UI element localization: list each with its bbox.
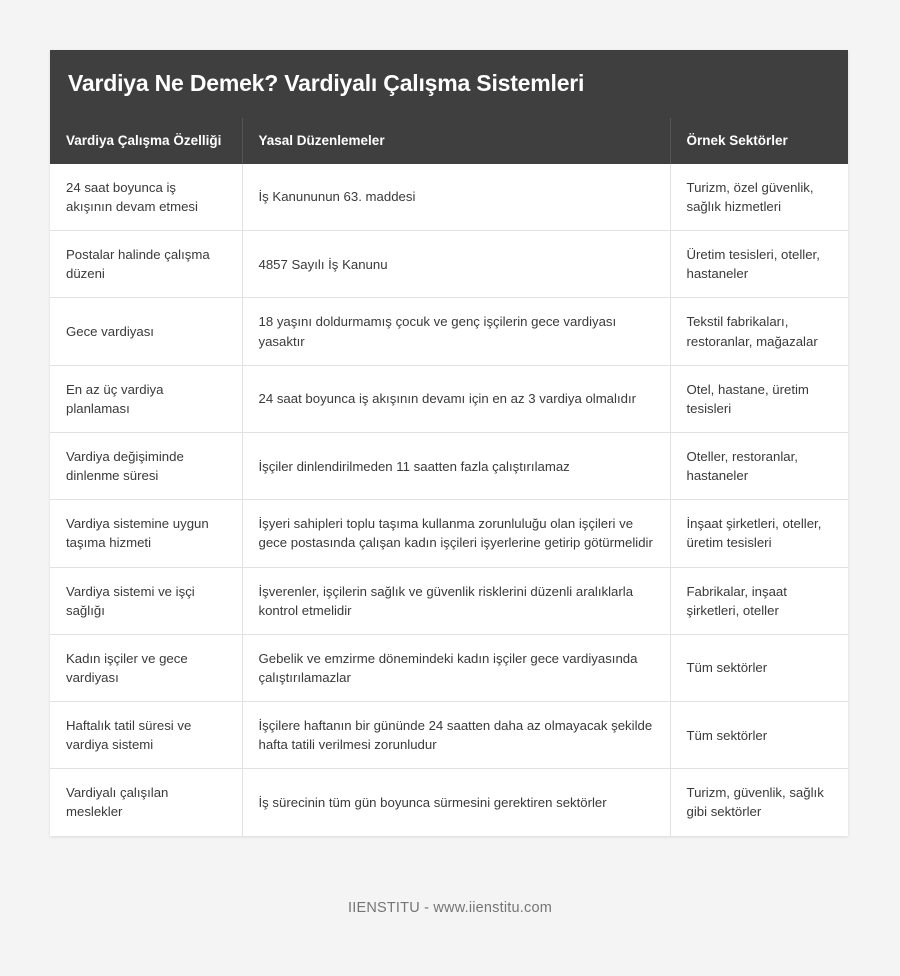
cell-regulation: 24 saat boyunca iş akışının devamı için en az 3 vardiya olmalıdır <box>242 365 670 432</box>
column-header-regulation: Yasal Düzenlemeler <box>242 118 670 164</box>
footer-attribution: IIENSTITU - www.iienstitu.com <box>348 900 552 916</box>
page-title: Vardiya Ne Demek? Vardiyalı Çalışma Sistemleri <box>68 70 585 96</box>
table-row <box>50 231 848 298</box>
title-bar <box>50 50 848 118</box>
column-header-sectors: Örnek Sektörler <box>670 118 848 164</box>
cell-regulation: İşçiler dinlendirilmeden 11 saatten fazla çalıştırılamaz <box>242 432 670 499</box>
vardiya-table <box>50 118 848 836</box>
cell-regulation: İşçilere haftanın bir gününde 24 saatten daha az olmayacak şekilde hafta tatili verilmesi zorunludur <box>242 702 670 769</box>
cell-sectors: Fabrikalar, inşaat şirketleri, oteller <box>670 567 848 634</box>
table-row <box>50 769 848 836</box>
table-row <box>50 567 848 634</box>
cell-feature: Vardiyalı çalışılan meslekler <box>50 769 242 836</box>
table-header-row <box>50 118 848 164</box>
cell-sectors: Turizm, güvenlik, sağlık gibi sektörler <box>670 769 848 836</box>
column-header-feature: Vardiya Çalışma Özelliği <box>50 118 242 164</box>
table-header <box>50 118 848 164</box>
cell-regulation: İşverenler, işçilerin sağlık ve güvenlik risklerini düzenli aralıklarla kontrol etmelidir <box>242 567 670 634</box>
table-row <box>50 365 848 432</box>
cell-feature: Postalar halinde çalışma düzeni <box>50 231 242 298</box>
cell-feature: Vardiya sistemi ve işçi sağlığı <box>50 567 242 634</box>
cell-regulation: 4857 Sayılı İş Kanunu <box>242 231 670 298</box>
cell-feature: Haftalık tatil süresi ve vardiya sistemi <box>50 702 242 769</box>
cell-regulation: İş Kanununun 63. maddesi <box>242 164 670 231</box>
cell-sectors: Tüm sektörler <box>670 702 848 769</box>
cell-feature: Gece vardiyası <box>50 298 242 365</box>
cell-sectors: Turizm, özel güvenlik, sağlık hizmetleri <box>670 164 848 231</box>
cell-regulation: İşyeri sahipleri toplu taşıma kullanma zorunluluğu olan işçileri ve gece postasında çalışan kadın işçileri işyerlerine getirip götürmelidir <box>242 500 670 567</box>
cell-feature: En az üç vardiya planlaması <box>50 365 242 432</box>
cell-sectors: Tekstil fabrikaları, restoranlar, mağazalar <box>670 298 848 365</box>
cell-sectors: İnşaat şirketleri, oteller, üretim tesisleri <box>670 500 848 567</box>
cell-regulation: Gebelik ve emzirme dönemindeki kadın işçiler gece vardiyasında çalıştırılamazlar <box>242 634 670 701</box>
infographic-card <box>50 50 848 836</box>
table-body <box>50 164 848 836</box>
table-row <box>50 432 848 499</box>
cell-feature: Vardiya değişiminde dinlenme süresi <box>50 432 242 499</box>
cell-regulation: İş sürecinin tüm gün boyunca sürmesini gerektiren sektörler <box>242 769 670 836</box>
table-row <box>50 500 848 567</box>
cell-feature: Kadın işçiler ve gece vardiyası <box>50 634 242 701</box>
table-row <box>50 298 848 365</box>
cell-feature: Vardiya sistemine uygun taşıma hizmeti <box>50 500 242 567</box>
cell-regulation: 18 yaşını doldurmamış çocuk ve genç işçilerin gece vardiyası yasaktır <box>242 298 670 365</box>
table-row <box>50 702 848 769</box>
cell-sectors: Üretim tesisleri, oteller, hastaneler <box>670 231 848 298</box>
table-row <box>50 634 848 701</box>
cell-feature: 24 saat boyunca iş akışının devam etmesi <box>50 164 242 231</box>
cell-sectors: Tüm sektörler <box>670 634 848 701</box>
cell-sectors: Otel, hastane, üretim tesisleri <box>670 365 848 432</box>
cell-sectors: Oteller, restoranlar, hastaneler <box>670 432 848 499</box>
table-row <box>50 164 848 231</box>
